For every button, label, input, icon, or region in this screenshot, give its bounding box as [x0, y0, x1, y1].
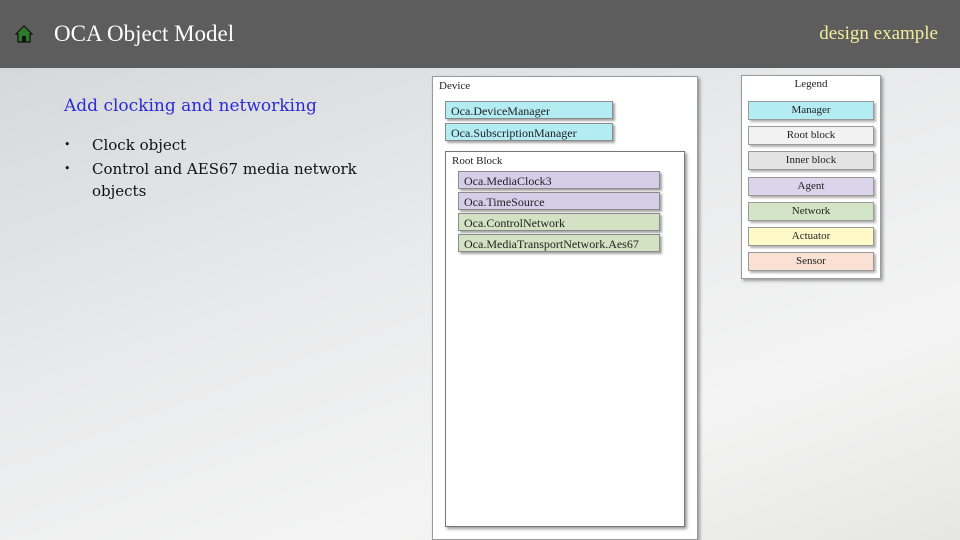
control-network-box: Oca.ControlNetwork — [458, 213, 660, 231]
root-block-label: Root Block — [452, 155, 503, 167]
media-transport-network-box: Oca.MediaTransportNetwork.Aes67 — [458, 234, 660, 252]
legend-panel — [741, 75, 881, 279]
header-bar — [0, 0, 960, 68]
legend-item-agent: Agent — [748, 177, 874, 196]
page-subtitle: design example — [819, 23, 938, 44]
bullet-marker: • — [64, 138, 71, 151]
legend-item-actuator: Actuator — [748, 227, 874, 246]
device-manager-box: Oca.DeviceManager — [445, 101, 613, 119]
content-heading: Add clocking and networking — [64, 96, 317, 116]
device-label: Device — [439, 80, 471, 92]
legend-title: Legend — [794, 78, 828, 90]
subscription-manager-box: Oca.SubscriptionManager — [445, 123, 613, 141]
media-clock-box: Oca.MediaClock3 — [458, 171, 660, 189]
legend-item-network: Network — [748, 202, 874, 221]
legend-item-root-block: Root block — [748, 126, 874, 145]
legend-item-manager: Manager — [748, 101, 874, 120]
device-panel — [432, 76, 698, 540]
page-title: OCA Object Model — [54, 21, 235, 46]
legend-item-inner-block: Inner block — [748, 151, 874, 170]
bullet-item — [64, 158, 384, 202]
time-source-box: Oca.TimeSource — [458, 192, 660, 210]
home-icon[interactable] — [14, 24, 34, 44]
bullet-item — [64, 134, 384, 156]
bullet-list — [64, 134, 384, 204]
root-block — [445, 151, 685, 527]
legend-item-sensor: Sensor — [748, 252, 874, 271]
bullet-text: Control and AES67 media network objects — [92, 160, 357, 200]
bullet-marker: • — [64, 162, 71, 175]
bullet-text: Clock object — [92, 136, 187, 154]
